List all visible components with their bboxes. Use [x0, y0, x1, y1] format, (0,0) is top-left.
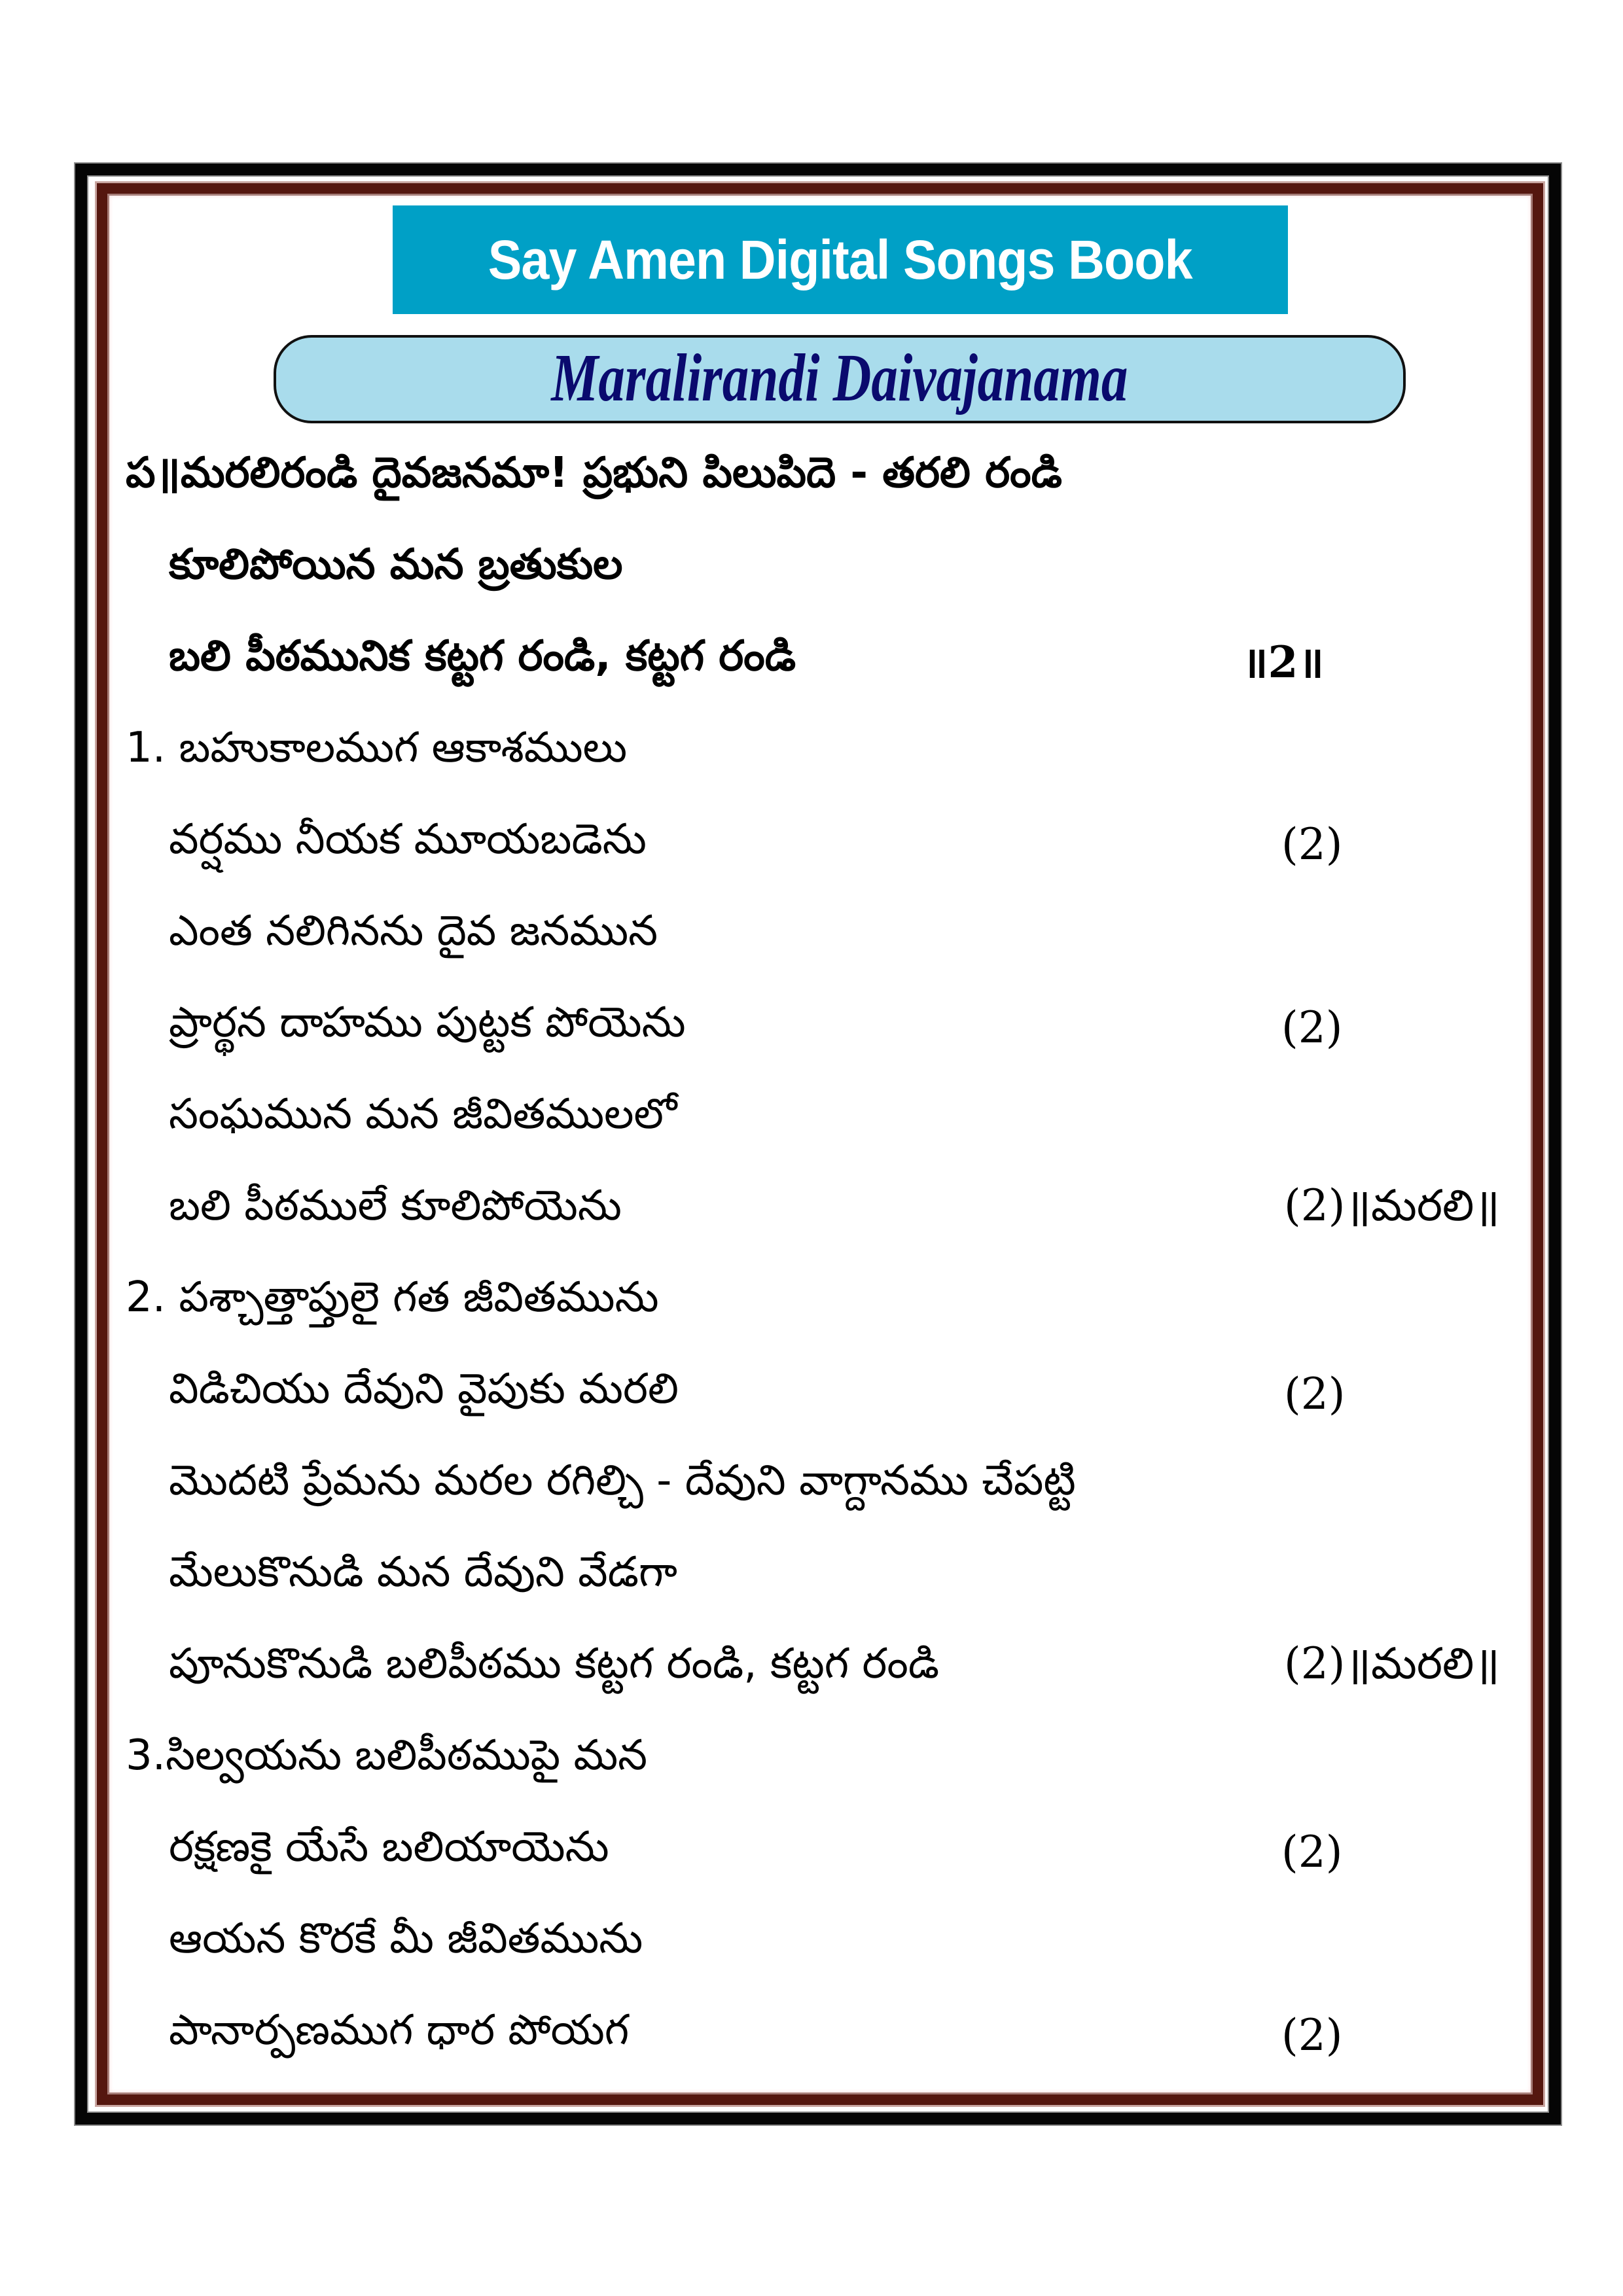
lyric-text: 3.సిల్వయను బలిపీఠముపై మన	[126, 1731, 648, 1780]
chorus-line	[169, 533, 623, 605]
repeat-marker: (2)	[1281, 1826, 1343, 1877]
lyric-text: విడిచియు దేవుని వైపుకు మరలి	[169, 1364, 679, 1413]
lyric-text: బలి పీఠమునిక కట్టగ రండి, కట్టగ రండి	[169, 631, 796, 680]
repeat-marker: (2)	[1281, 2009, 1343, 2060]
verse-line	[169, 1541, 677, 1613]
lyric-text: ఎంత నలిగినను దైవ జనమున	[169, 906, 658, 955]
repeat-marker: (2)	[1281, 1002, 1343, 1053]
verse-line	[169, 1816, 609, 1888]
verse-line	[169, 900, 658, 972]
verse-line	[169, 808, 647, 880]
verse-line	[169, 1449, 1076, 1521]
lyric-text: సంఘమున మన జీవితములలో	[169, 1089, 677, 1139]
lyric-text: మొదటి ప్రేమను మరల రగిల్చి - దేవుని వాగ్దానము చేపట్టి	[169, 1456, 1076, 1505]
verse-line	[169, 1174, 622, 1246]
verse-line	[169, 1083, 677, 1155]
lyric-text: ప॥మరలిరండి దైవజనమా! ప్రభుని పిలుపిదె - తరలి రండి	[126, 448, 1062, 497]
lyric-text: పానార్పణముగ ధార పోయగ	[169, 2005, 630, 2055]
verse-line	[169, 1633, 939, 1704]
verse-line	[169, 1907, 643, 1979]
lyric-text: పూనుకొనుడి బలిపీఠము కట్టగ రండి, కట్టగ రండి	[169, 1639, 940, 1688]
verse-line	[169, 991, 686, 1063]
repeat-marker: (2)	[1281, 819, 1343, 870]
repeat-marker: ॥2॥	[1242, 637, 1324, 688]
repeat-marker: (2)॥మరలి॥	[1284, 1180, 1500, 1231]
chorus-line	[169, 625, 796, 697]
lyric-text: బలి పీఠములే కూలిపోయెను	[169, 1181, 622, 1230]
song-title: Maralirandi Daivajanama	[551, 340, 1128, 415]
lyric-text: వర్షము నీయక మూయబడెను	[169, 815, 647, 864]
verse-line	[126, 716, 627, 788]
verse-line	[169, 1358, 679, 1430]
lyric-text: రక్షణకై యేసే బలియాయెను	[169, 1822, 609, 1871]
verse-line	[126, 1724, 647, 1796]
verse-line	[126, 1266, 659, 1338]
lyric-text: 2. పశ్చాత్తాప్తులై గత జీవితమును	[126, 1273, 659, 1322]
lyric-text: 1. బహుకాలముగ ఆకాశములు	[126, 723, 628, 772]
repeat-marker: (2)॥మరలి॥	[1284, 1638, 1500, 1689]
lyric-text: ఆయన కొరకే మీ జీవితమును	[169, 1914, 643, 1963]
chorus-line	[126, 442, 1062, 514]
lyric-text: ప్రార్థన దాహము పుట్టక పోయెను	[169, 998, 686, 1047]
verse-line	[169, 1999, 629, 2071]
lyric-text: కూలిపోయిన మన బ్రతుకుల	[169, 540, 623, 589]
book-title: Say Amen Digital Songs Book	[488, 228, 1192, 291]
lyric-text: మేలుకొనుడి మన దేవుని వేడగా	[169, 1547, 677, 1597]
repeat-marker: (2)	[1284, 1368, 1346, 1419]
